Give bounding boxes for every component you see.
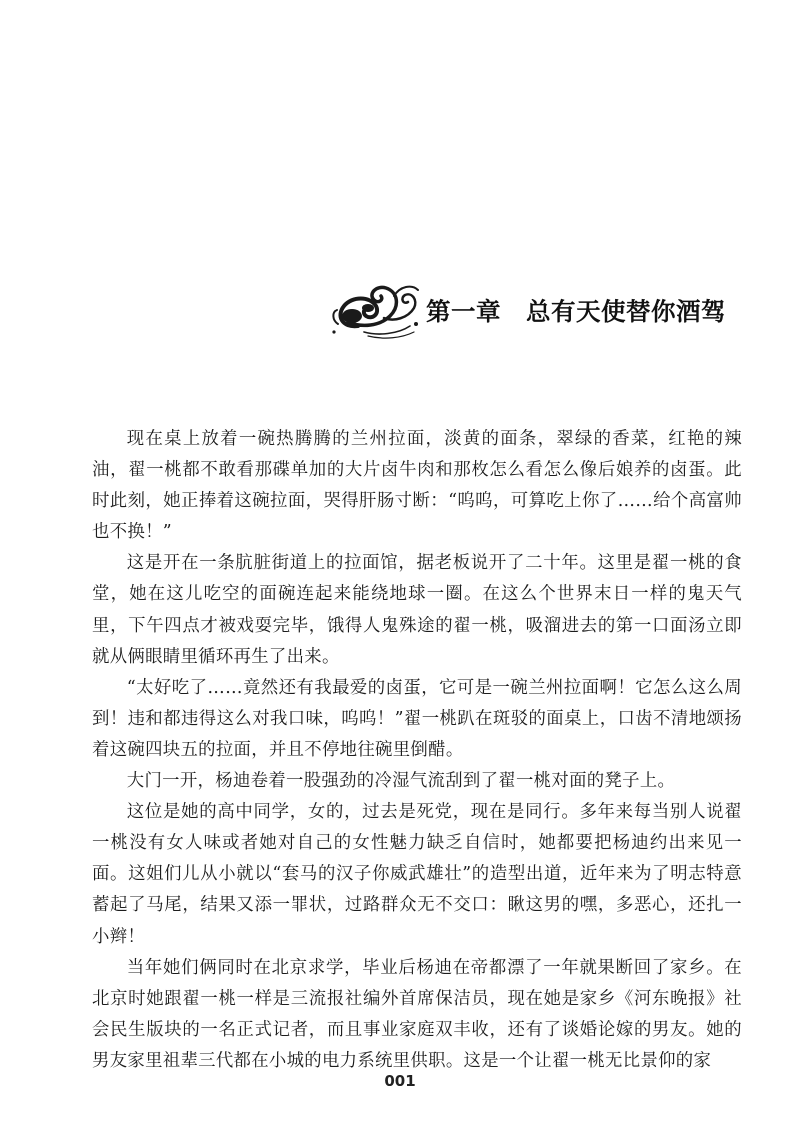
paragraph: “太好吃了……竟然还有我最爱的卤蛋，它可是一碗兰州拉面啊！它怎么这么周到！违和都违得这么对我口味，呜呜！”翟一桃趴在斑驳的面桌上，口齿不清地颂扬着这碗四块五的拉面，并且不停地往碗里倒醋。: [92, 677, 742, 760]
chapter-title: 第一章 总有天使替你酒驾: [426, 296, 726, 326]
paragraph: 这是开在一条肮脏街道上的拉面馆，据老板说开了二十年。这里是翟一桃的食堂，她在这儿吃空的面碗连起来能绕地球一圈。在这么个世界末日一样的鬼天气里，下午四点才被戏耍完毕，饿得人鬼殊途的翟一桃，吸溜进去的第一口面汤立即就从俩眼睛里循环再生了出来。: [92, 553, 742, 667]
paragraph: 这位是她的高中同学，女的，过去是死党，现在是同行。多年来每当别人说翟一桃没有女人味或者她对自己的女性魅力缺乏自信时，她都要把杨迪约出来见一面。这姐们儿从小就以“套马的汉子你威武雄壮”的造型出道，近年来为了明志特意蓄起了马尾，结果又添一罪状，过路群众无不交口：瞅这男的嘿，多恶心，还扎一小辫！: [92, 802, 742, 947]
paragraph: 现在桌上放着一碗热腾腾的兰州拉面，淡黄的面条，翠绿的香菜，红艳的辣油，翟一桃都不敢看那碟单加的大片卤牛肉和那枚怎么看怎么像后娘养的卤蛋。此时此刻，她正捧着这碗拉面，哭得肝肠寸断：“呜呜，可算吃上你了……给个高富帅也不换！”: [92, 429, 742, 543]
chapter-header: [328, 278, 726, 342]
page-number: 001: [384, 1072, 416, 1090]
swirl-cloud-ornament-icon: [328, 278, 424, 342]
paragraph: 当年她们俩同时在北京求学，毕业后杨迪在帝都漂了一年就果断回了家乡。在北京时她跟翟一桃一样是三流报社编外首席保洁员，现在她是家乡《河东晚报》社会民生版块的一名正式记者，而且事业家庭双丰收，还有了谈婚论嫁的男友。她的男友家里祖辈三代都在小城的电力系统里供职。这是一个让翟一桃无比景仰的家: [92, 957, 742, 1071]
paragraph: 大门一开，杨迪卷着一股强劲的冷湿气流刮到了翟一桃对面的凳子上。: [126, 771, 676, 792]
body-text: [92, 424, 742, 1077]
